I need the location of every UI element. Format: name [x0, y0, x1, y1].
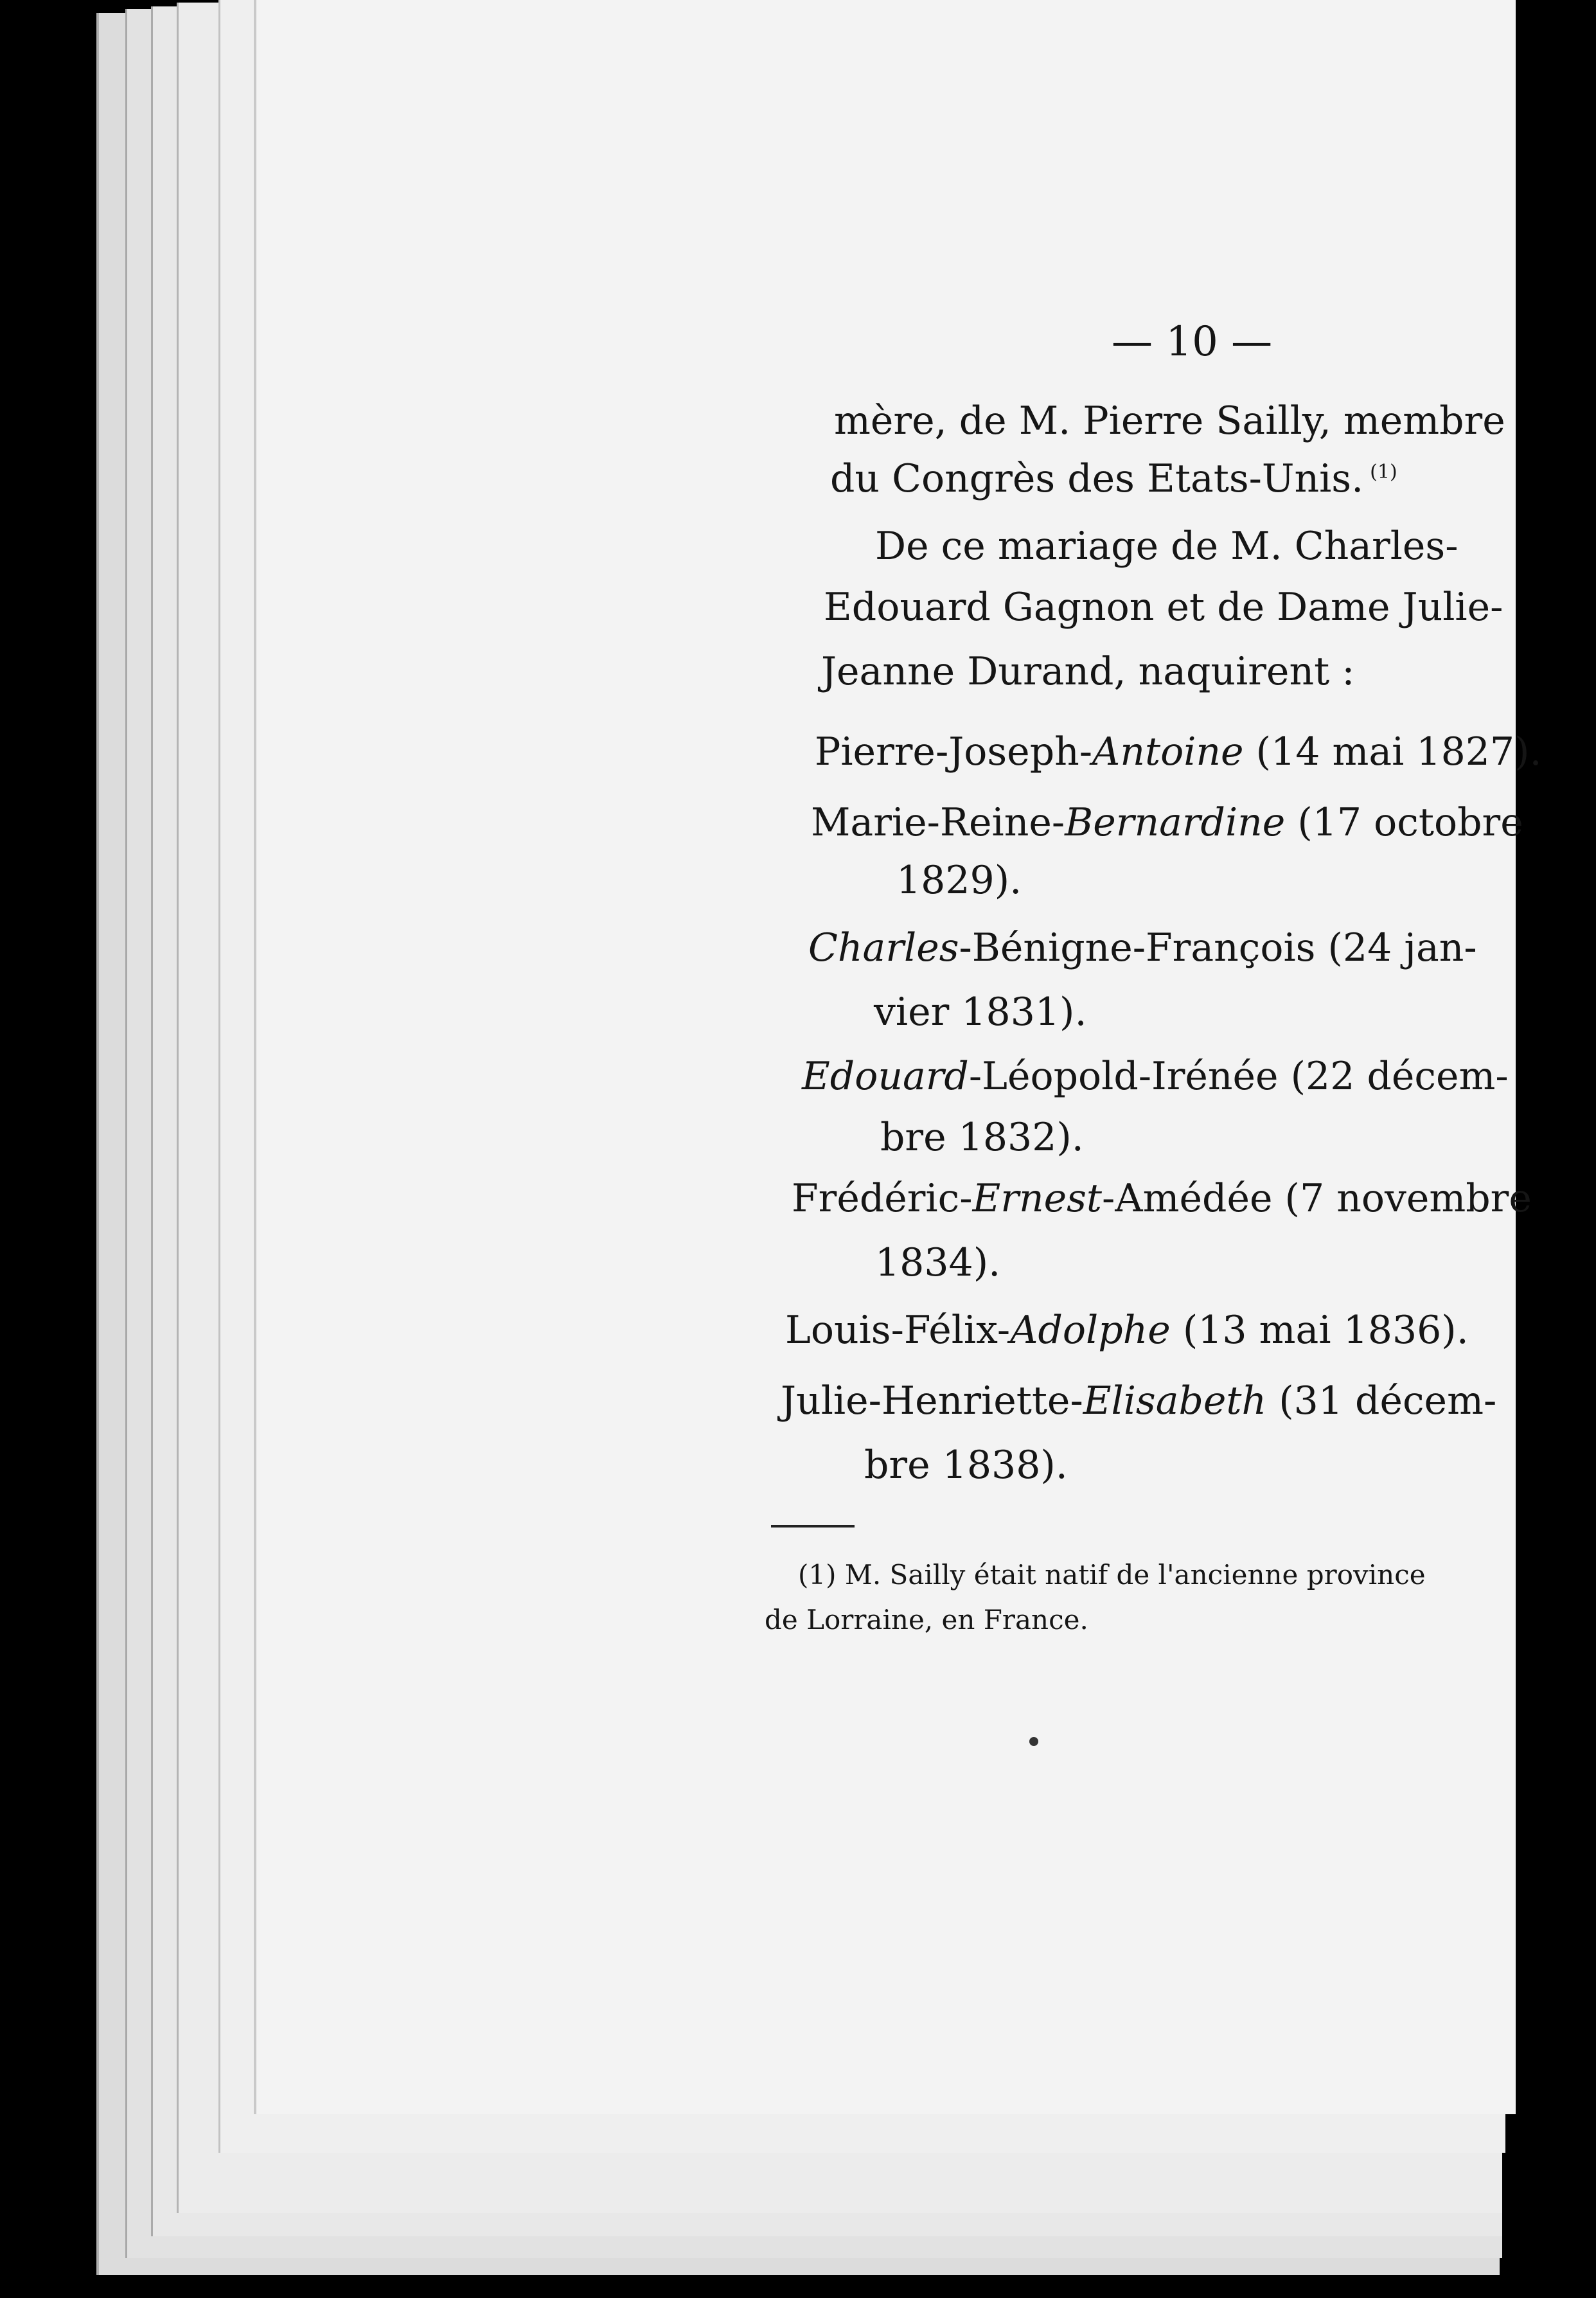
child-entry-7-cont: bre 1838).: [864, 1443, 1068, 1488]
text-line-1-content: mère, de M. Pierre Sailly, membre: [834, 398, 1505, 443]
text-line-2-content: du Congrès des Etats-Unis.: [830, 456, 1364, 501]
text-line-5: [821, 649, 1355, 694]
child-3-date: -Bénigne-François (24 jan-: [959, 925, 1477, 970]
child-entry-5-cont: 1834).: [875, 1240, 1001, 1285]
child-6-given-name: Adolphe: [1010, 1308, 1171, 1353]
child-entry-4-cont: bre 1832).: [880, 1115, 1084, 1160]
child-entry-1: [815, 729, 1542, 774]
child-entry-4: [802, 1054, 1509, 1099]
child-entry-2: [811, 800, 1523, 845]
child-2-date: (17 octobre: [1285, 800, 1523, 845]
child-7-prefix: Julie-Henriette-: [781, 1378, 1083, 1423]
child-6-prefix: Louis-Félix-: [785, 1308, 1011, 1353]
child-1-given-name: Antoine: [1092, 729, 1244, 774]
child-1-prefix: Pierre-Joseph-: [815, 729, 1093, 774]
child-5-prefix: Frédéric-: [792, 1176, 973, 1221]
child-4-given-name: Edouard: [802, 1054, 969, 1099]
footnote-line-1: (1) M. Sailly était natif de l'ancienne province: [798, 1559, 1426, 1590]
child-entry-7: [781, 1378, 1497, 1423]
scan-border: [1522, 0, 1596, 2298]
child-4-date: -Léopold-Irénée (22 décem-: [968, 1054, 1509, 1099]
child-7-given-name: Elisabeth: [1083, 1378, 1267, 1423]
child-5-given-name: Ernest: [972, 1176, 1103, 1221]
text-line-1: [834, 398, 1505, 443]
footnote-line-2: de Lorraine, en France.: [765, 1604, 1088, 1635]
footnote-marker: (1): [1370, 461, 1397, 483]
child-3-given-name: Charles: [808, 925, 959, 970]
child-6-date: (13 mai 1836).: [1170, 1308, 1469, 1353]
child-5-date: -Amédée (7 novembre: [1102, 1176, 1532, 1221]
footnote-rule: [771, 1525, 855, 1528]
text-line-2: [830, 456, 1397, 501]
child-entry-2-cont: 1829).: [896, 858, 1022, 903]
text-line-3-content: De ce mariage de M. Charles-: [875, 524, 1459, 569]
page-number: — 10 —: [1112, 318, 1273, 366]
text-line-5-content: Jeanne Durand, naquirent :: [821, 649, 1355, 694]
child-7-date: (31 décem-: [1266, 1378, 1497, 1423]
text-line-4: [824, 585, 1503, 630]
child-2-given-name: Bernardine: [1065, 800, 1286, 845]
child-entry-5: [792, 1176, 1532, 1221]
ink-speck: [1029, 1737, 1038, 1746]
child-entry-6: [785, 1308, 1469, 1353]
child-entry-3: [808, 925, 1477, 970]
child-1-date: (14 mai 1827).: [1243, 729, 1542, 774]
child-2-prefix: Marie-Reine-: [811, 800, 1065, 845]
child-entry-3-cont: vier 1831).: [874, 990, 1087, 1035]
text-line-3: [875, 524, 1459, 569]
text-line-4-content: Edouard Gagnon et de Dame Julie-: [824, 585, 1503, 630]
